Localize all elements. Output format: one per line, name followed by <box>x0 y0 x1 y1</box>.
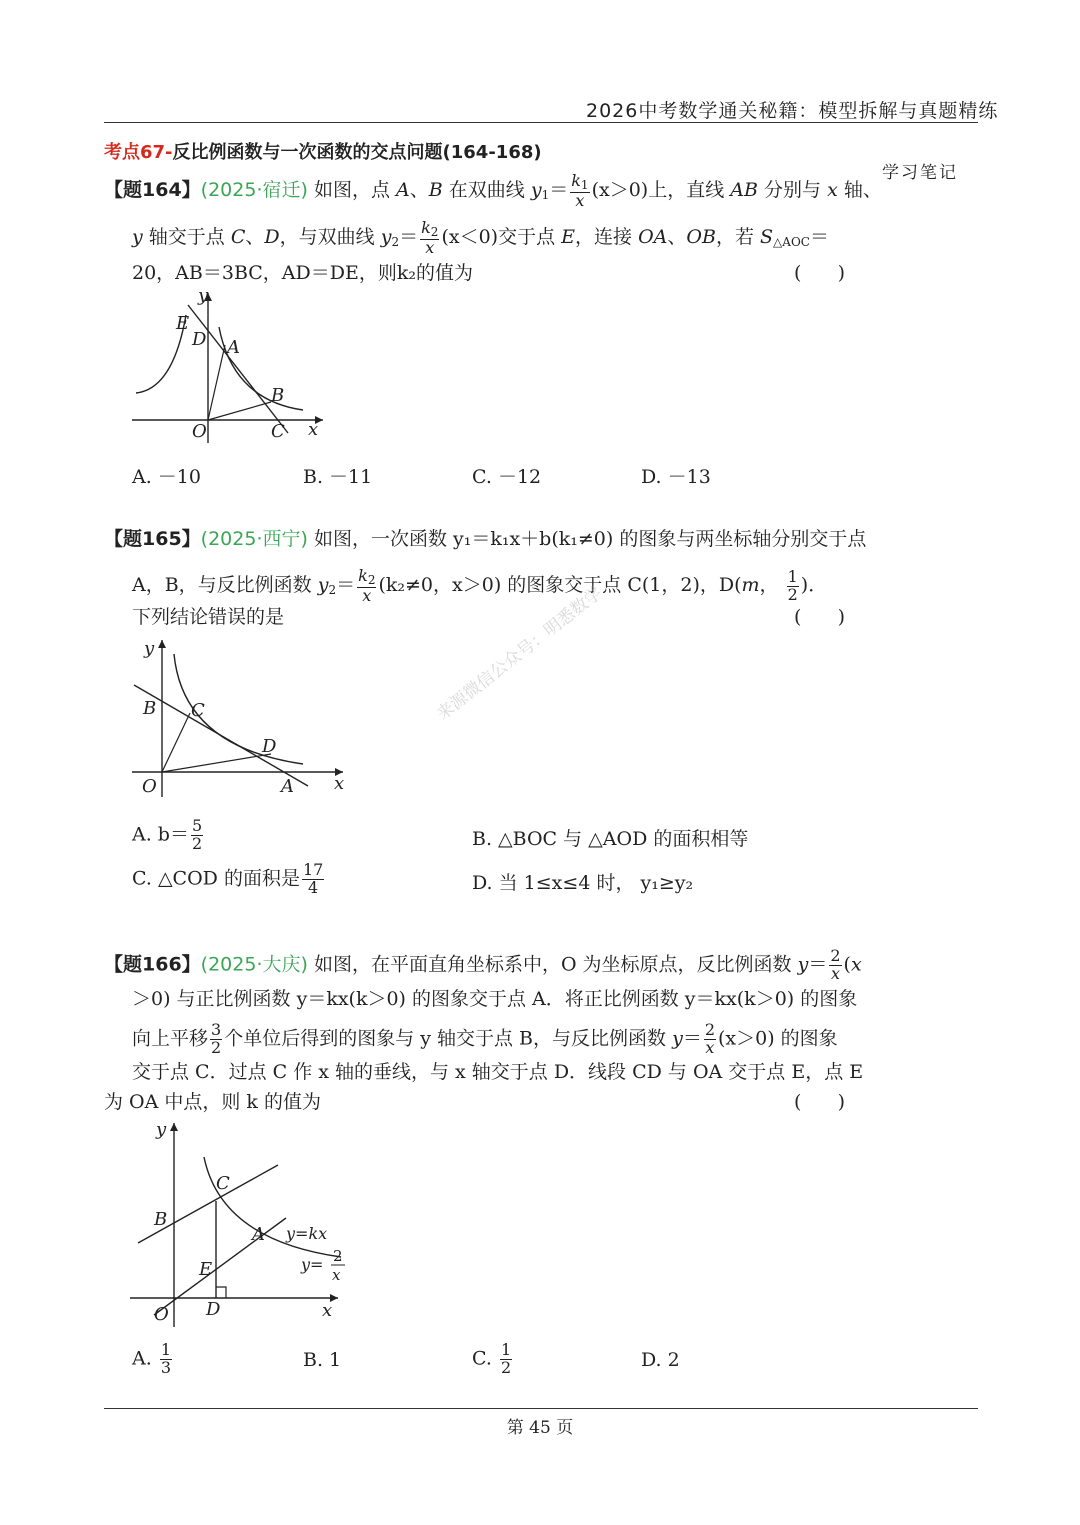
q165-option-c-den: 4 <box>308 877 319 897</box>
q164-figure <box>128 285 328 445</box>
q165-half-fraction: $\frac{1}{2}$ <box>787 566 798 604</box>
q166-2x-fraction-b: $\frac{2}{x}$ <box>704 1020 716 1057</box>
q165-option-c-num: 17 <box>302 860 324 879</box>
section-code: 考点67- <box>104 142 173 163</box>
q166-option-c-text: C. <box>472 1347 492 1370</box>
q164-text: ，若 <box>715 226 754 249</box>
q165-label-x: x <box>334 773 345 794</box>
q165-option-d[interactable]: D. 当 1≤x≤4 时， y₁≥y₂ <box>472 872 694 894</box>
q164-text: 交于点 <box>498 226 556 249</box>
q166-option-a-text: A. <box>132 1347 152 1370</box>
section-title <box>104 138 542 164</box>
q166-2x-fraction: $\frac{2}{x}$ <box>830 946 841 983</box>
q165-line3: 下列结论错误的是 <box>132 606 285 628</box>
q166-label-E: E <box>199 1259 213 1280</box>
q166-source: (2025·大庆) <box>200 953 308 976</box>
svg-text:x: x <box>332 1266 341 1284</box>
q165-option-c[interactable] <box>132 862 326 897</box>
q166-line5: 为 OA 中点，则 k 的值为 <box>104 1091 321 1113</box>
q166-option-a-den: 3 <box>160 1357 171 1377</box>
q165-label-C: C <box>191 700 205 721</box>
q166-label-y2x: y= <box>301 1255 324 1274</box>
study-notes-label: 学习笔记 <box>882 163 958 183</box>
q165-number: 【题165】 <box>104 528 201 550</box>
q164-line3: 20，AB＝3BC，AD＝DE，则k₂的值为 <box>132 262 473 284</box>
q166-option-c[interactable] <box>472 1342 514 1377</box>
header-title: 2026中考数学通关秘籍：模型拆解与真题精练 <box>586 100 999 122</box>
q164-option-d[interactable]: D. －13 <box>641 466 711 488</box>
watermark: 来源微信公众号：明悉数学 <box>433 583 607 725</box>
q166-shift-fraction: $\frac{3}{2}$ <box>211 1020 222 1057</box>
q164-line1: 【题164】(2025·宿迁) 如图，点 A、B 在双曲线 $y_1=$ $\frac{k_1}{x}$ (x＞0)上，直线 AB 分别与 x 轴、 <box>104 171 882 210</box>
q164-label-x: x <box>308 419 319 440</box>
q165-line2: A，B，与反比例函数 $y_2=$ $\frac{k_2}{x}$ (k₂≠0，x＞0) 的图象交于点 C(1，2)，D(m， $\frac{1}{2}$ )． <box>132 566 828 605</box>
header-rule <box>104 122 978 123</box>
q164-label-D: D <box>192 329 207 350</box>
q165-text: A，B，与反比例函数 <box>132 574 312 597</box>
q164-source: (2025·宿迁) <box>200 179 308 202</box>
q166-option-c-num: 1 <box>500 1340 512 1359</box>
page-number: 第 45 页 <box>506 1418 574 1438</box>
q164-text: 轴、 <box>843 179 882 202</box>
q165-option-a-num: 5 <box>191 816 203 835</box>
q166-option-d[interactable]: D. 2 <box>641 1349 680 1371</box>
q164-option-b[interactable]: B. －11 <box>303 466 373 488</box>
q165-option-a-den: 2 <box>191 833 203 853</box>
q164-condition: (x＜0) <box>441 226 499 249</box>
q164-text: ，与双曲线 <box>279 226 375 249</box>
q166-text: 向上平移 <box>132 1027 209 1050</box>
q166-label-A: A <box>252 1224 265 1245</box>
q166-option-c-fraction <box>500 1342 512 1377</box>
q164-text: 轴交于点 <box>148 226 225 249</box>
q166-line4: 交于点 C．过点 C 作 x 轴的垂线，与 x 轴交于点 D．线段 CD 与 OA 交于点 E，点 E <box>132 1061 864 1083</box>
q166-text: 如图，在平面直角坐标系中，O 为坐标原点，反比例函数 <box>313 953 792 976</box>
q166-label-y: y <box>156 1119 167 1140</box>
section-topic: 反比例函数与一次函数的交点问题(164-168) <box>172 142 542 163</box>
q165-answer-blank[interactable]: ( ) <box>794 606 846 628</box>
q164-label-O: O <box>192 421 207 442</box>
q164-label-C: C <box>271 421 285 442</box>
q165-source: (2025·西宁) <box>200 528 308 550</box>
q164-label-E: E <box>176 313 190 334</box>
q166-label-D: D <box>206 1299 221 1320</box>
q165-label-B: B <box>143 698 157 719</box>
q166-line3: 向上平移 $\frac{3}{2}$ 个单位后得到的图象与 y 轴交于点 B，与反比例函数 y＝ $\frac{2}{x}$ (x＞0) 的图象 <box>132 1020 838 1057</box>
q165-k2-fraction: $\frac{k_2}{x}$ <box>358 566 376 605</box>
q165-text: (k₂≠0，x＞0) 的图象交于点 C(1，2)，D <box>378 574 735 597</box>
q164-text: 分别与 <box>764 179 822 202</box>
q164-condition: (x＞0) <box>591 179 649 202</box>
q164-label-y: y <box>198 285 209 306</box>
q166-answer-blank[interactable]: ( ) <box>794 1091 846 1113</box>
q164-line2: y 轴交于点 C、D，与双曲线 $y_2=$ $\frac{k_2}{x}$ (x＜0)交于点 E，连接 OA、OB，若 $S_{\triangle AOC}=$ <box>132 218 829 257</box>
q164-text: 如图，点 <box>313 179 390 202</box>
q164-text: 上，直线 <box>648 179 725 202</box>
q164-text: 在双曲线 <box>448 179 525 202</box>
q166-text: 个单位后得到的图象与 y 轴交于点 B，与反比例函数 <box>224 1027 667 1050</box>
q165-option-a[interactable] <box>132 818 205 853</box>
q165-option-a-fraction <box>191 818 203 853</box>
q164-label-B: B <box>271 385 285 406</box>
q166-label-O: O <box>154 1304 169 1325</box>
q165-text: 如图，一次函数 y₁＝k₁x＋b(k₁≠0) 的图象与两坐标轴分别交于点 <box>313 528 867 550</box>
q164-text: ，连接 <box>575 226 633 249</box>
q166-label-B: B <box>154 1209 168 1230</box>
q166-text: (x＞0) 的图象 <box>718 1027 838 1050</box>
q164-answer-blank[interactable]: ( ) <box>794 262 846 284</box>
q166-number: 【题166】 <box>104 953 201 976</box>
q164-k1-fraction: $\frac{k_1}{x}$ <box>571 171 589 210</box>
q164-k2-fraction: $\frac{k_2}{x}$ <box>421 218 439 257</box>
q166-line2: ＞0) 与正比例函数 y＝kx(k＞0) 的图象交于点 A．将正比例函数 y＝kx(k＞0) 的图象 <box>132 988 858 1010</box>
q166-line1: 【题166】(2025·大庆) 如图，在平面直角坐标系中，O 为坐标原点，反比例函数 y＝ $\frac{2}{x}$ (x <box>104 946 862 983</box>
q165-label-A: A <box>281 776 294 797</box>
q166-figure <box>126 1115 356 1335</box>
q166-option-a[interactable] <box>132 1342 174 1377</box>
q165-label-D: D <box>262 736 277 757</box>
q165-label-y: y <box>144 638 155 659</box>
q165-option-c-text: C. △COD 的面积是 <box>132 867 300 890</box>
q165-label-O: O <box>142 776 157 797</box>
q166-label-ykx: y=kx <box>286 1224 328 1243</box>
footer-rule <box>104 1408 978 1409</box>
q164-number: 【题164】 <box>104 179 201 202</box>
q164-option-a[interactable]: A. －10 <box>132 466 201 488</box>
q165-option-b[interactable]: B. △BOC 与 △AOD 的面积相等 <box>472 828 749 850</box>
svg-text:2: 2 <box>333 1247 343 1265</box>
q166-option-a-fraction <box>160 1342 172 1377</box>
q166-option-c-den: 2 <box>500 1357 512 1377</box>
q165-option-a-text: A. b＝ <box>132 823 189 846</box>
q164-option-c[interactable]: C. －12 <box>472 466 542 488</box>
q165-line1 <box>104 528 866 551</box>
q166-option-b[interactable]: B. 1 <box>303 1349 342 1371</box>
q165-option-c-fraction <box>302 862 324 897</box>
q164-label-A: A <box>227 337 240 358</box>
q166-label-x: x <box>322 1300 333 1321</box>
q165-figure <box>128 632 353 802</box>
q166-label-C: C <box>216 1173 230 1194</box>
q166-option-a-num: 1 <box>160 1340 171 1359</box>
